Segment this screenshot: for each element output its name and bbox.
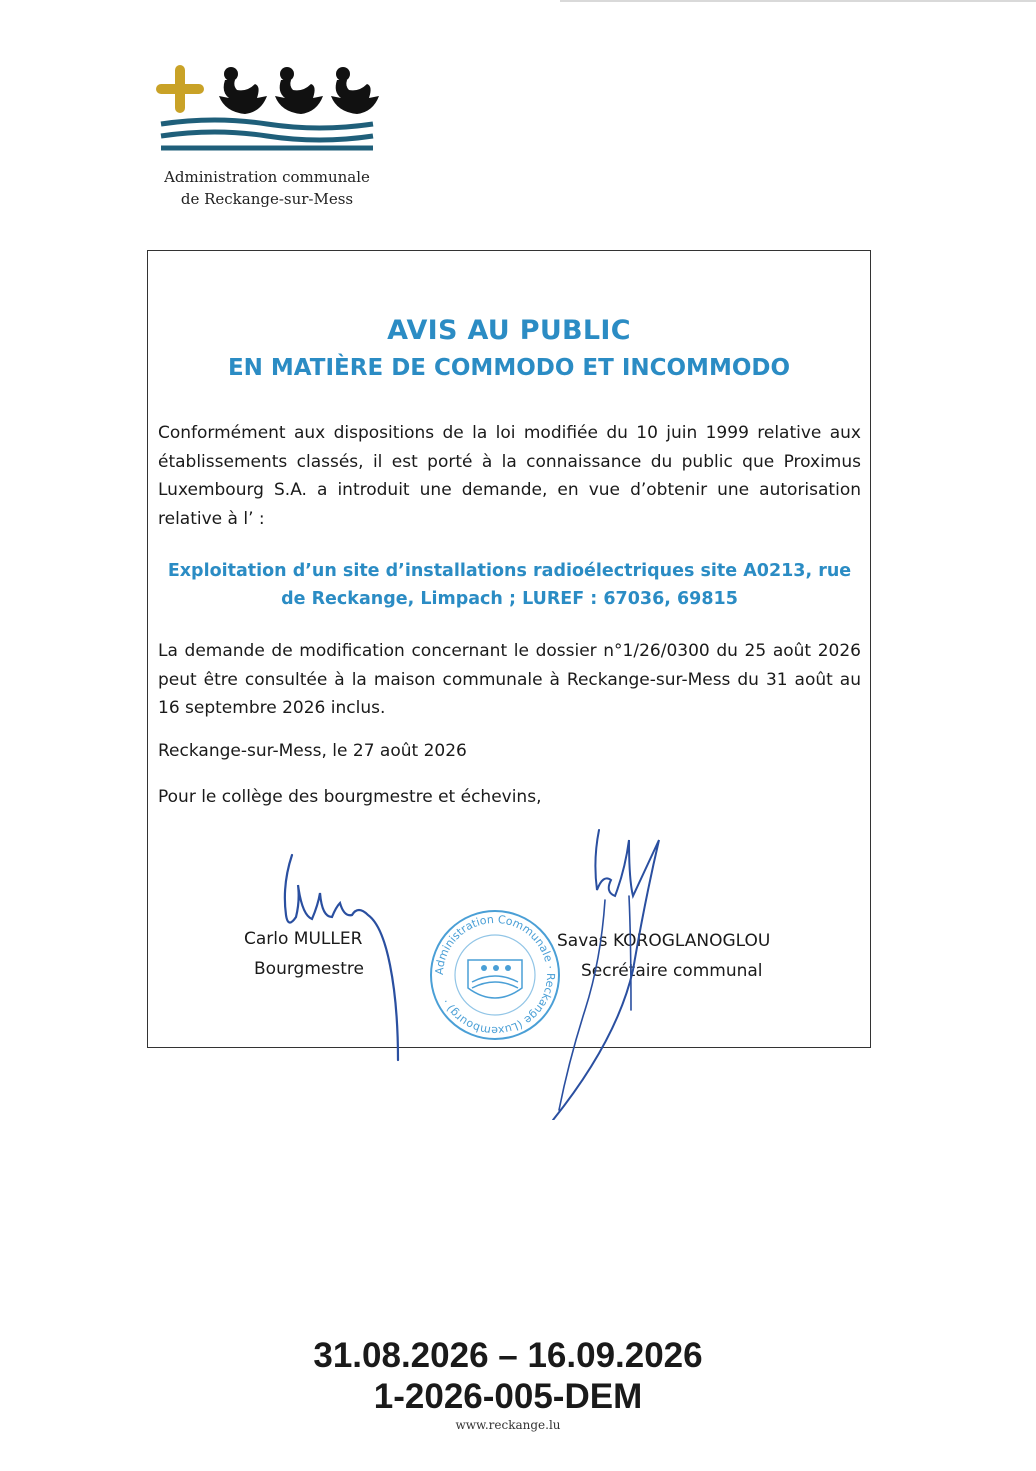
legal-basis-paragraph: Conformément aux dispositions de la loi modifiée du 10 juin 1999 relative aux établissements classés, il est porté à la connaissance du public que Proximus Luxembourg S.A. a introduit une demande, en vue d’obtenir une autorisation relative à l’ : bbox=[158, 423, 861, 529]
college-line: Pour le collège des bourgmestre et échevins, bbox=[158, 787, 542, 807]
project-description: Exploitation d’un site d’installations radioélectriques site A0213, rue de Reckange, Limpach ; LUREF : 67036, 69815 bbox=[167, 561, 852, 609]
mayor-name: Carlo MULLER bbox=[244, 929, 363, 949]
organisation-line-1: Administration communale bbox=[164, 168, 370, 186]
organisation-line-2: de Reckange-sur-Mess bbox=[180, 190, 354, 208]
notice-title: AVIS AU PUBLIC bbox=[387, 315, 631, 346]
organisation-name bbox=[155, 166, 379, 210]
consultation-paragraph: La demande de modification concernant le dossier n°1/26/0300 du 25 août 2026 peut être consultée à la maison communale à Reckange-sur-Mess du 31 août au 16 septembre 2026 inclus. bbox=[158, 641, 861, 718]
scan-top-edge bbox=[560, 0, 1036, 2]
coat-of-arms-icon bbox=[155, 62, 385, 162]
secretary-name: Savas KOROGLANOGLOU bbox=[557, 931, 771, 951]
stamp-ring-text: Administration Communale · Reckange (Luxembourg) · bbox=[432, 912, 558, 1038]
secretary-signature-icon bbox=[545, 820, 675, 1120]
mayor-signature-icon bbox=[278, 845, 408, 1065]
mayor-role: Bourgmestre bbox=[254, 959, 364, 979]
municipal-logo bbox=[155, 62, 385, 212]
secretary-role: Secrétaire communal bbox=[581, 961, 763, 981]
official-stamp-icon bbox=[428, 908, 562, 1042]
website-url: www.reckange.lu bbox=[455, 1418, 561, 1432]
notice-subtitle: EN MATIÈRE DE COMMODO ET INCOMMODO bbox=[227, 355, 791, 381]
display-period: 31.08.2026 – 16.09.2026 bbox=[313, 1336, 703, 1375]
place-date: Reckange-sur-Mess, le 27 août 2026 bbox=[158, 741, 467, 761]
svg-text:Administration Communale · Rec bbox=[433, 913, 557, 1037]
file-reference: 1-2026-005-DEM bbox=[373, 1377, 643, 1416]
